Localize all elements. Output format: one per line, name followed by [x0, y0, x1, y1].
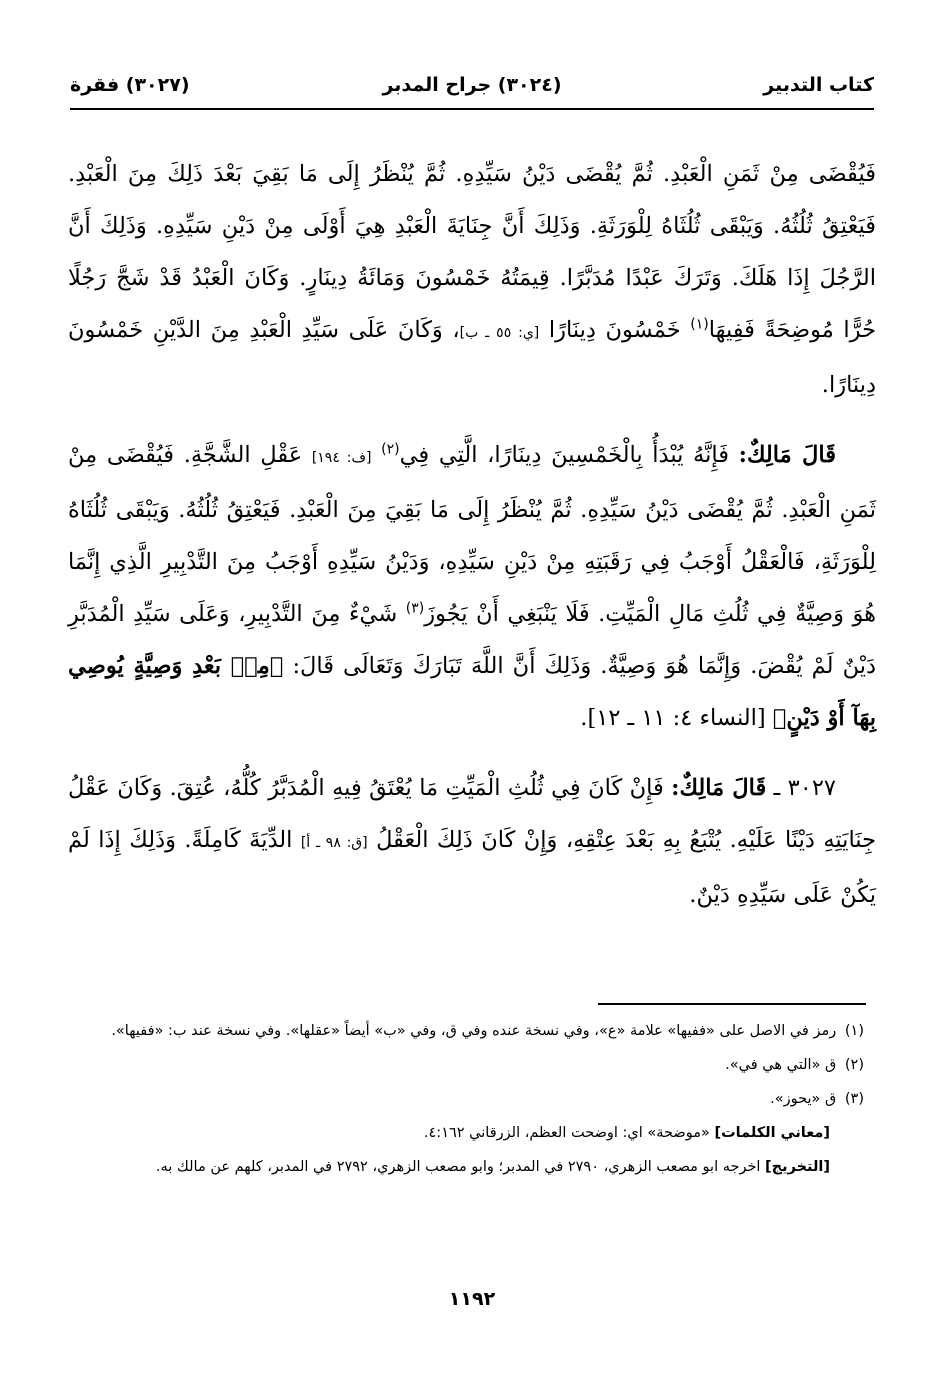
header-book-chapter: كتاب التدبير — [763, 74, 874, 96]
manuscript-ref-y: [ي: ٥٥ ـ ب] — [459, 325, 540, 341]
footnote-3 — [72, 1082, 864, 1116]
header-section-title: (٣٠٢٤) جراح المدبر — [382, 74, 562, 96]
paragraph-number: ٣٠٢٧ ـ — [773, 775, 837, 801]
word-meanings-note — [72, 1116, 864, 1150]
takhrij-note — [72, 1150, 864, 1184]
p1-text: فَيُقْضَى مِنْ ثَمَنِ الْعَبْدِ. ثُمَّ يُقْضَى دَيْنُ سَيِّدِهِ. ثُمَّ يُنْظَرُ إِلَى مَا بَقِيَ بَعْدَ ذَلِكَ مِنَ الْعَبْدِ. فَيَعْتِقُ ثُلُثُهُ. وَيَبْقَى ثُلُثَاهُ لِلْوَرَثَةِ. وَذَلِكَ أَنَّ جِنَايَةَ الْعَبْدِ هِيَ أَوْلَى مِنْ دَيْنِ سَيِّدِهِ. وَذَلِكَ أَنَّ الرَّجُلَ إِذَا هَلَكَ. وَتَرَكَ عَبْدًا مُدَبَّرًا. قِيمَتُهُ خَمْسُونَ وَمَائَةُ دِينَارٍ. وَكَانَ الْعَبْدُ قَدْ شَجَّ رَجُلًا حُرًّا مُوضِحَةً فَفِيهَا — [68, 161, 877, 343]
footnote-divider — [598, 1003, 866, 1005]
footnote-2-text: ق «التي هي في». — [725, 1057, 837, 1073]
footnote-2 — [72, 1048, 864, 1082]
p2-intro: قَالَ مَالِكٌ: — [738, 442, 836, 468]
running-header — [70, 70, 874, 104]
paragraph-2 — [68, 429, 876, 744]
paragraph-1 — [68, 148, 876, 411]
quran-verse: ﴿مِنۢ بَعْدِ وَصِيَّةٍ يُوصِي بِهَآ أَوْ دَيْنٍ﴾ — [68, 653, 876, 731]
footnotes — [72, 1014, 864, 1184]
footnote-1-number: (١) — [844, 1023, 864, 1039]
footnote-1 — [72, 1014, 864, 1048]
p2-text-a: فَإِنَّهُ يُبْدَأُ بِالْخَمْسِينَ دِينَارًا، الَّتِي فِي — [399, 442, 729, 468]
quran-verse-ref: [النساء ٤: ١١ ـ ١٢]. — [580, 705, 766, 731]
footnote-marker-3: (٣) — [405, 600, 425, 617]
manuscript-ref-q: [ق: ٩٨ ـ أ] — [300, 835, 368, 851]
p1-text-b: خَمْسُونَ دِينَارًا — [548, 317, 681, 343]
footnote-3-number: (٣) — [844, 1091, 864, 1107]
footnote-marker-2: (٢) — [381, 441, 400, 458]
footnote-3-text: ق «يحوز». — [770, 1091, 837, 1107]
manuscript-ref-f: [ف: ١٩٤] — [311, 450, 372, 466]
p1-text-c: ، وَكَانَ عَلَى سَيِّدِ الْعَبْدِ مِنَ الدَّيْنِ خَمْسُونَ دِينَارًا. — [68, 317, 876, 398]
p2-text-b: عَقْلِ الشَّجَّةِ. فَيُقْضَى مِنْ ثَمَنِ الْعَبْدِ. ثُمَّ يُقْضَى دَيْنُ سَيِّدِهِ. ثُمَّ يُنْظَرُ إِلَى مَا بَقِيَ مِنَ الْعَبْدِ. فَيَعْتِقُ ثُلُثُهُ. وَيَبْقَى ثُلُثَاهُ لِلْوَرَثَةِ، فَالْعَقْلُ أَوْجَبُ فِي رَقَبَتِهِ مِنْ دَيْنِ سَيِّدِهِ، وَدَيْنُ سَيِّدِهِ أَوْجَبُ مِنَ التَّدْبِيرِ الَّذِي إِنَّمَا هُوَ وَصِيَّةٌ فِي ثُلُثِ مَالِ الْمَيِّتِ. فَلَا يَنْبَغِي أَنْ يَجُوزَ — [68, 442, 877, 627]
p3-intro: قَالَ مَالِكٌ: — [671, 775, 767, 801]
footnote-1-text: رمز في الاصل على «ففيها» علامة «ع»، وفي نسخة عنده وفي ق، وفي «ب» أيضاً «عقلها». وفي نسخة عند ب: «ففيها». — [111, 1023, 837, 1039]
p2-text-c: شَيْءٌ مِنَ التَّدْبِيرِ، وَعَلَى سَيِّدِ الْمُدَبَّرِ دَيْنٌ لَمْ يُقْضَ. وَإِنَّمَا هُوَ وَصِيَّةٌ. وَذَلِكَ أَنَّ اللَّهَ تَبَارَكَ وَتَعَالَى قَالَ: — [68, 601, 877, 679]
takhrij-label: [التخريج] — [765, 1159, 830, 1175]
footnote-2-number: (٢) — [844, 1057, 864, 1073]
page-number: ١١٩٢ — [448, 1288, 496, 1310]
header-paragraph-ref: (٣٠٢٧) فقرة — [70, 74, 190, 96]
word-meanings-text: «موضحة» اي: اوضحت العظم، الزرقاني ٤:١٦٢. — [423, 1125, 710, 1141]
main-text — [68, 148, 876, 939]
p3-text-a: فَإِنْ كَانَ فِي ثُلُثِ الْمَيِّتِ مَا يُعْتَقُ فِيهِ الْمُدَبَّرُ كُلُّهُ، عُتِقَ. وَكَانَ عَقْلُ جِنَايَتِهِ دَيْنًا عَلَيْهِ. يُتْبَعُ بِهِ بَعْدَ عِتْقِهِ، وَإِنْ كَانَ ذَلِكَ الْعَقْلُ — [68, 775, 876, 853]
takhrij-text: اخرجه ابو مصعب الزهري، ٢٧٩٠ في المدبر؛ وابو مصعب الزهري، ٢٧٩٢ في المدبر، كلهم عن مالك به. — [155, 1159, 761, 1175]
word-meanings-label: [معاني الكلمات] — [714, 1125, 830, 1141]
footnote-marker-1: (١) — [690, 316, 709, 333]
paragraph-3 — [68, 762, 876, 921]
p3-text-b: الدِّيَةَ كَامِلَةً. وَذَلِكَ إِذَا لَمْ يَكُنْ عَلَى سَيِّدِهِ دَيْنٌ. — [68, 827, 876, 908]
header-divider — [70, 108, 874, 110]
